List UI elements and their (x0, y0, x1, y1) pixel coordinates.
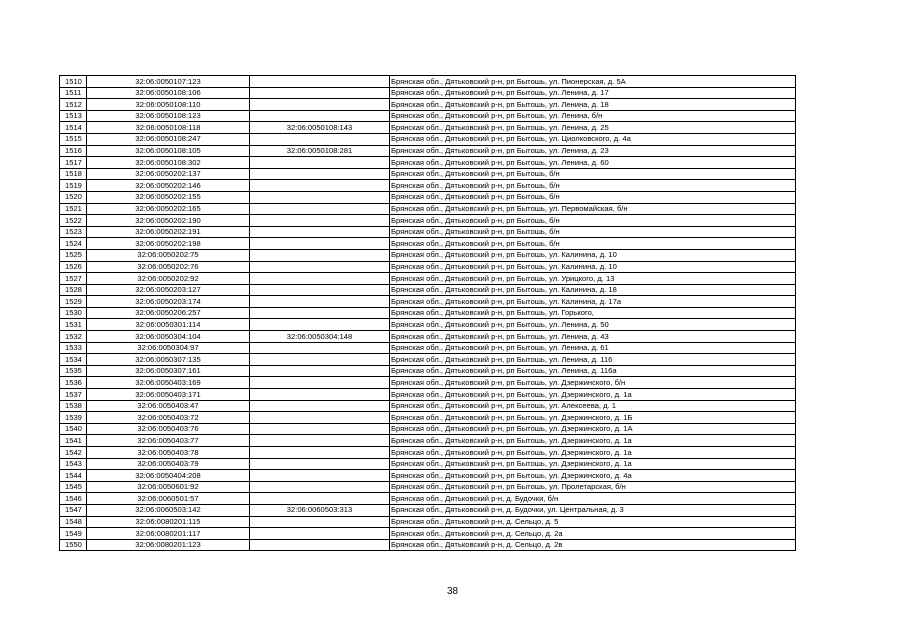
row-number-cell: 1527 (60, 273, 87, 285)
related-cadastral-number-cell (250, 168, 390, 180)
related-cadastral-number-cell (250, 284, 390, 296)
row-number-cell: 1542 (60, 447, 87, 459)
row-number-cell: 1520 (60, 191, 87, 203)
cadastral-number-cell: 32:06:0050403:169 (87, 377, 250, 389)
row-number-cell: 1550 (60, 539, 87, 551)
cadastral-number-cell: 32:06:0050108:247 (87, 133, 250, 145)
address-cell: Брянская обл., Дятьковский р-н, рп Бытошь, ул. Первомайская, б/н (390, 203, 796, 215)
table-row (60, 528, 796, 540)
cadastral-number-cell: 32:06:0050301:114 (87, 319, 250, 331)
related-cadastral-number-cell (250, 203, 390, 215)
row-number-cell: 1516 (60, 145, 87, 157)
address-cell: Брянская обл., Дятьковский р-н, рп Бытошь, ул. Дзержинского, б/н (390, 377, 796, 389)
address-cell: Брянская обл., Дятьковский р-н, рп Бытошь, ул. Дзержинского, д. 1Б (390, 412, 796, 424)
related-cadastral-number-cell (250, 423, 390, 435)
table-row (60, 87, 796, 99)
cadastral-number-cell: 32:06:0050403:76 (87, 423, 250, 435)
address-cell: Брянская обл., Дятьковский р-н, д. Сельцо, д. 2в (390, 539, 796, 551)
related-cadastral-number-cell (250, 319, 390, 331)
row-number-cell: 1514 (60, 122, 87, 134)
related-cadastral-number-cell (250, 493, 390, 505)
address-cell: Брянская обл., Дятьковский р-н, д. Сельцо, д. 2а (390, 528, 796, 540)
table-row (60, 504, 796, 516)
address-cell: Брянская обл., Дятьковский р-н, рп Бытошь, ул. Дзержинского, д. 1а (390, 458, 796, 470)
related-cadastral-number-cell (250, 470, 390, 482)
table-row (60, 481, 796, 493)
related-cadastral-number-cell (250, 180, 390, 192)
row-number-cell: 1518 (60, 168, 87, 180)
table-row (60, 342, 796, 354)
address-cell: Брянская обл., Дятьковский р-н, рп Бытошь, ул. Ленина, д. 25 (390, 122, 796, 134)
table-row (60, 319, 796, 331)
registry-table-body (60, 76, 796, 551)
related-cadastral-number-cell (250, 365, 390, 377)
table-row (60, 133, 796, 145)
table-row (60, 365, 796, 377)
row-number-cell: 1510 (60, 76, 87, 88)
table-row (60, 447, 796, 459)
table-row (60, 226, 796, 238)
address-cell: Брянская обл., Дятьковский р-н, рп Бытошь, ул. Ленина, д. 50 (390, 319, 796, 331)
related-cadastral-number-cell (250, 238, 390, 250)
cadastral-number-cell: 32:06:0050403:72 (87, 412, 250, 424)
table-row (60, 412, 796, 424)
related-cadastral-number-cell (250, 435, 390, 447)
address-cell: Брянская обл., Дятьковский р-н, рп Бытошь, б/н (390, 180, 796, 192)
row-number-cell: 1522 (60, 215, 87, 227)
address-cell: Брянская обл., Дятьковский р-н, рп Бытошь, ул. Калинина, д. 17а (390, 296, 796, 308)
table-row (60, 76, 796, 88)
cadastral-number-cell: 32:06:0050202:137 (87, 168, 250, 180)
table-row (60, 307, 796, 319)
cadastral-number-cell: 32:06:0050203:127 (87, 284, 250, 296)
related-cadastral-number-cell (250, 215, 390, 227)
cadastral-number-cell: 32:06:0050601:92 (87, 481, 250, 493)
related-cadastral-number-cell (250, 133, 390, 145)
registry-table (59, 75, 796, 551)
table-row (60, 122, 796, 134)
row-number-cell: 1540 (60, 423, 87, 435)
cadastral-number-cell: 32:06:0080201:115 (87, 516, 250, 528)
table-row (60, 191, 796, 203)
row-number-cell: 1525 (60, 249, 87, 261)
cadastral-number-cell: 32:06:0050108:106 (87, 87, 250, 99)
row-number-cell: 1537 (60, 389, 87, 401)
related-cadastral-number-cell (250, 226, 390, 238)
address-cell: Брянская обл., Дятьковский р-н, рп Бытошь, ул. Дзержинского, д. 1а (390, 435, 796, 447)
row-number-cell: 1511 (60, 87, 87, 99)
cadastral-number-cell: 32:06:0050307:161 (87, 365, 250, 377)
related-cadastral-number-cell (250, 261, 390, 273)
cadastral-number-cell: 32:06:0050202:76 (87, 261, 250, 273)
cadastral-number-cell: 32:06:0050206:257 (87, 307, 250, 319)
table-row (60, 273, 796, 285)
address-cell: Брянская обл., Дятьковский р-н, рп Бытошь, ул. Ленина, б/н (390, 110, 796, 122)
address-cell: Брянская обл., Дятьковский р-н, рп Бытошь, ул. Ленина, д. 116 (390, 354, 796, 366)
table-row (60, 331, 796, 343)
address-cell: Брянская обл., Дятьковский р-н, рп Бытошь, ул. Горького, (390, 307, 796, 319)
table-row (60, 168, 796, 180)
cadastral-number-cell: 32:06:0050403:77 (87, 435, 250, 447)
related-cadastral-number-cell (250, 389, 390, 401)
row-number-cell: 1533 (60, 342, 87, 354)
related-cadastral-number-cell (250, 412, 390, 424)
related-cadastral-number-cell: 32:06:0050108:143 (250, 122, 390, 134)
table-row (60, 238, 796, 250)
address-cell: Брянская обл., Дятьковский р-н, рп Бытошь, ул. Урицкого, д. 13 (390, 273, 796, 285)
row-number-cell: 1513 (60, 110, 87, 122)
address-cell: Брянская обл., Дятьковский р-н, рп Бытошь, ул. Дзержинского, д. 1а (390, 389, 796, 401)
address-cell: Брянская обл., Дятьковский р-н, рп Бытошь, ул. Калинина, д. 10 (390, 249, 796, 261)
related-cadastral-number-cell (250, 342, 390, 354)
row-number-cell: 1512 (60, 99, 87, 111)
row-number-cell: 1528 (60, 284, 87, 296)
cadastral-number-cell: 32:06:0050107:123 (87, 76, 250, 88)
address-cell: Брянская обл., Дятьковский р-н, рп Бытошь, ул. Алексеева, д. 1 (390, 400, 796, 412)
row-number-cell: 1524 (60, 238, 87, 250)
table-row (60, 458, 796, 470)
related-cadastral-number-cell (250, 307, 390, 319)
table-row (60, 180, 796, 192)
row-number-cell: 1530 (60, 307, 87, 319)
cadastral-number-cell: 32:06:0050108:123 (87, 110, 250, 122)
address-cell: Брянская обл., Дятьковский р-н, рп Бытошь, ул. Ленина, д. 23 (390, 145, 796, 157)
table-row (60, 296, 796, 308)
related-cadastral-number-cell (250, 87, 390, 99)
related-cadastral-number-cell: 32:06:0050304:148 (250, 331, 390, 343)
related-cadastral-number-cell (250, 516, 390, 528)
cadastral-number-cell: 32:06:0050108:118 (87, 122, 250, 134)
cadastral-number-cell: 32:06:0050304:104 (87, 331, 250, 343)
table-row (60, 249, 796, 261)
address-cell: Брянская обл., Дятьковский р-н, рп Бытошь, ул. Дзержинского, д. 4а (390, 470, 796, 482)
row-number-cell: 1543 (60, 458, 87, 470)
cadastral-number-cell: 32:06:0060503:142 (87, 504, 250, 516)
table-row (60, 157, 796, 169)
page-number: 38 (446, 586, 459, 597)
row-number-cell: 1535 (60, 365, 87, 377)
related-cadastral-number-cell: 32:06:0060503:313 (250, 504, 390, 516)
table-row (60, 539, 796, 551)
table-row (60, 215, 796, 227)
address-cell: Брянская обл., Дятьковский р-н, рп Бытошь, ул. Калинина, д. 18 (390, 284, 796, 296)
row-number-cell: 1539 (60, 412, 87, 424)
related-cadastral-number-cell (250, 99, 390, 111)
address-cell: Брянская обл., Дятьковский р-н, рп Бытошь, б/н (390, 168, 796, 180)
cadastral-number-cell: 32:06:0050202:155 (87, 191, 250, 203)
related-cadastral-number-cell (250, 447, 390, 459)
related-cadastral-number-cell (250, 191, 390, 203)
cadastral-number-cell: 32:06:0060501:57 (87, 493, 250, 505)
table-row (60, 389, 796, 401)
related-cadastral-number-cell (250, 481, 390, 493)
row-number-cell: 1541 (60, 435, 87, 447)
row-number-cell: 1529 (60, 296, 87, 308)
row-number-cell: 1536 (60, 377, 87, 389)
cadastral-number-cell: 32:06:0050202:92 (87, 273, 250, 285)
related-cadastral-number-cell (250, 377, 390, 389)
table-row (60, 261, 796, 273)
row-number-cell: 1521 (60, 203, 87, 215)
address-cell: Брянская обл., Дятьковский р-н, рп Бытошь, ул. Калинина, д. 10 (390, 261, 796, 273)
address-cell: Брянская обл., Дятьковский р-н, д. Будочки, б/н (390, 493, 796, 505)
cadastral-number-cell: 32:06:0050403:171 (87, 389, 250, 401)
table-row (60, 423, 796, 435)
address-cell: Брянская обл., Дятьковский р-н, рп Бытошь, б/н (390, 215, 796, 227)
related-cadastral-number-cell (250, 539, 390, 551)
row-number-cell: 1515 (60, 133, 87, 145)
table-row (60, 493, 796, 505)
table-row (60, 145, 796, 157)
row-number-cell: 1544 (60, 470, 87, 482)
cadastral-number-cell: 32:06:0050403:47 (87, 400, 250, 412)
related-cadastral-number-cell (250, 400, 390, 412)
address-cell: Брянская обл., Дятьковский р-н, рп Бытошь, б/н (390, 191, 796, 203)
address-cell: Брянская обл., Дятьковский р-н, рп Бытошь, ул. Дзержинского, д. 1а (390, 447, 796, 459)
related-cadastral-number-cell (250, 354, 390, 366)
related-cadastral-number-cell: 32:06:0050108:281 (250, 145, 390, 157)
cadastral-number-cell: 32:06:0050202:190 (87, 215, 250, 227)
cadastral-number-cell: 32:06:0050404:208 (87, 470, 250, 482)
related-cadastral-number-cell (250, 296, 390, 308)
cadastral-number-cell: 32:06:0050202:165 (87, 203, 250, 215)
cadastral-number-cell: 32:06:0080201:123 (87, 539, 250, 551)
address-cell: Брянская обл., Дятьковский р-н, рп Бытошь, ул. Ленина, д. 17 (390, 87, 796, 99)
address-cell: Брянская обл., Дятьковский р-н, рп Бытошь, ул. Ленина, д. 60 (390, 157, 796, 169)
table-row (60, 99, 796, 111)
address-cell: Брянская обл., Дятьковский р-н, д. Будочки, ул. Центральная, д. 3 (390, 504, 796, 516)
related-cadastral-number-cell (250, 273, 390, 285)
cadastral-number-cell: 32:06:0050108:110 (87, 99, 250, 111)
related-cadastral-number-cell (250, 110, 390, 122)
address-cell: Брянская обл., Дятьковский р-н, рп Бытошь, ул. Ленина, д. 61 (390, 342, 796, 354)
cadastral-number-cell: 32:06:0050403:79 (87, 458, 250, 470)
related-cadastral-number-cell (250, 458, 390, 470)
address-cell: Брянская обл., Дятьковский р-н, рп Бытошь, ул. Пролетарская, б/н (390, 481, 796, 493)
row-number-cell: 1523 (60, 226, 87, 238)
table-row (60, 470, 796, 482)
cadastral-number-cell: 32:06:0050108:302 (87, 157, 250, 169)
table-row (60, 110, 796, 122)
cadastral-number-cell: 32:06:0050307:135 (87, 354, 250, 366)
cadastral-number-cell: 32:06:0050203:174 (87, 296, 250, 308)
address-cell: Брянская обл., Дятьковский р-н, рп Бытошь, б/н (390, 226, 796, 238)
row-number-cell: 1526 (60, 261, 87, 273)
table-row (60, 377, 796, 389)
row-number-cell: 1538 (60, 400, 87, 412)
cadastral-number-cell: 32:06:0050304:97 (87, 342, 250, 354)
table-row (60, 354, 796, 366)
table-row (60, 284, 796, 296)
cadastral-number-cell: 32:06:0050202:191 (87, 226, 250, 238)
address-cell: Брянская обл., Дятьковский р-н, рп Бытошь, ул. Дзержинского, д. 1А (390, 423, 796, 435)
row-number-cell: 1547 (60, 504, 87, 516)
cadastral-number-cell: 32:06:0050202:198 (87, 238, 250, 250)
table-row (60, 516, 796, 528)
related-cadastral-number-cell (250, 249, 390, 261)
related-cadastral-number-cell (250, 157, 390, 169)
row-number-cell: 1519 (60, 180, 87, 192)
cadastral-number-cell: 32:06:0080201:117 (87, 528, 250, 540)
cadastral-number-cell: 32:06:0050108:105 (87, 145, 250, 157)
address-cell: Брянская обл., Дятьковский р-н, рп Бытошь, б/н (390, 238, 796, 250)
related-cadastral-number-cell (250, 528, 390, 540)
row-number-cell: 1534 (60, 354, 87, 366)
address-cell: Брянская обл., Дятьковский р-н, рп Бытошь, ул. Ленина, д. 43 (390, 331, 796, 343)
address-cell: Брянская обл., Дятьковский р-н, рп Бытошь, ул. Циолковского, д. 4а (390, 133, 796, 145)
cadastral-number-cell: 32:06:0050403:78 (87, 447, 250, 459)
related-cadastral-number-cell (250, 76, 390, 88)
row-number-cell: 1548 (60, 516, 87, 528)
row-number-cell: 1545 (60, 481, 87, 493)
table-row (60, 400, 796, 412)
address-cell: Брянская обл., Дятьковский р-н, рп Бытошь, ул. Ленина, д. 18 (390, 99, 796, 111)
row-number-cell: 1549 (60, 528, 87, 540)
cadastral-number-cell: 32:06:0050202:75 (87, 249, 250, 261)
address-cell: Брянская обл., Дятьковский р-н, рп Бытошь, ул. Ленина, д. 116а (390, 365, 796, 377)
table-row (60, 435, 796, 447)
cadastral-number-cell: 32:06:0050202:146 (87, 180, 250, 192)
address-cell: Брянская обл., Дятьковский р-н, д. Сельцо, д. 5 (390, 516, 796, 528)
table-row (60, 203, 796, 215)
row-number-cell: 1517 (60, 157, 87, 169)
address-cell: Брянская обл., Дятьковский р-н, рп Бытошь, ул. Пионерская, д. 5А (390, 76, 796, 88)
row-number-cell: 1532 (60, 331, 87, 343)
row-number-cell: 1531 (60, 319, 87, 331)
row-number-cell: 1546 (60, 493, 87, 505)
